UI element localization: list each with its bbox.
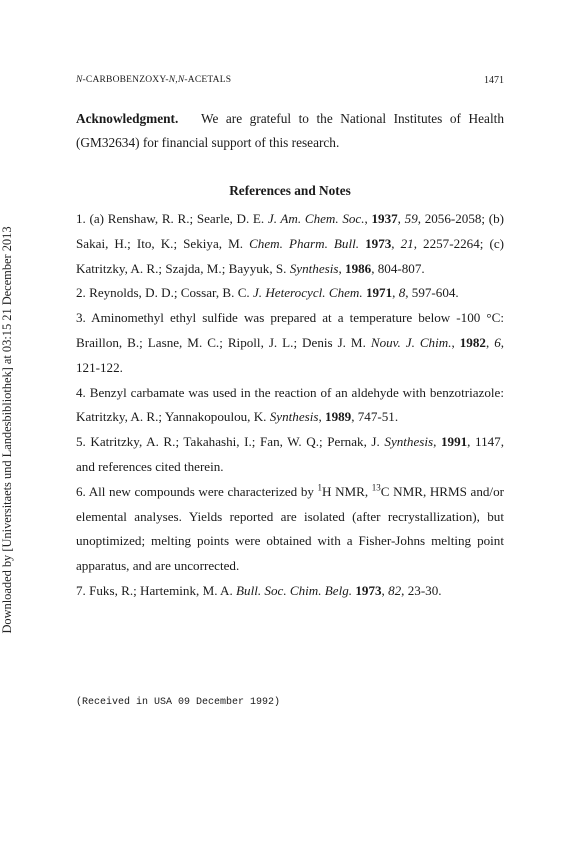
- reference-text-segment: 6: [494, 334, 501, 350]
- reference-item: [76, 306, 504, 380]
- reference-text-segment: 1989: [325, 409, 352, 425]
- reference-text-segment: 7. Fuks, R.; Hartemink, M. A.: [76, 582, 237, 598]
- reference-text-segment: 82: [388, 582, 402, 598]
- reference-text-segment: , 23-30.: [401, 582, 442, 598]
- reference-text-segment: , 1147, and references cited therein.: [76, 434, 504, 474]
- reference-text-segment: 2. Reynolds, D. D.; Cossar, B. C.: [76, 285, 253, 301]
- reference-text-segment: Synthesis: [384, 434, 434, 450]
- reference-text-segment: 1982: [459, 334, 486, 350]
- reference-text-segment: 1973: [355, 582, 382, 598]
- running-head: N-CARBOBENZOXY-N,N-ACETALS: [76, 75, 232, 85]
- reference-text-segment: 3. Aminomethyl ethyl sulfide was prepared at a temperature below -100 °C: Braillon, B.; Lasne, M. C.; Ripoll, J. L.; Denis J. M.: [76, 310, 504, 350]
- reference-text-segment: , 2257-2264; (c) Katritzky, A. R.; Szajda, M.; Bayyuk, S.: [76, 235, 504, 276]
- reference-text-segment: ,: [381, 582, 389, 598]
- reference-text-segment: 1991: [440, 434, 468, 450]
- reference-text-segment: 6. All new compounds were characterized by: [76, 483, 318, 499]
- received-date: (Received in USA 09 December 1992): [76, 697, 281, 708]
- reference-text-segment: 1: [317, 482, 323, 493]
- reference-list: [76, 207, 504, 604]
- reference-text-segment: 1986: [345, 260, 372, 276]
- reference-text-segment: J. Heterocycl. Chem.: [252, 285, 363, 301]
- reference-text-segment: 1971: [365, 285, 393, 301]
- reference-text-segment: 21: [400, 235, 414, 251]
- reference-text-segment: H NMR,: [322, 483, 372, 499]
- reference-text-segment: 1. (a) Renshaw, R. R.; Searle, D. E.: [76, 211, 268, 226]
- reference-text-segment: ,: [338, 260, 346, 276]
- reference-text-segment: 13: [371, 482, 381, 493]
- reference-text-segment: , 2056-2058; (b) Sakai, H.; Ito, K.; Sekiya, M.: [76, 211, 505, 251]
- reference-text-segment: , 804-807.: [371, 260, 425, 276]
- reference-text-segment: Chem. Pharm. Bull.: [249, 235, 360, 251]
- reference-text-segment: , 597-604.: [405, 285, 459, 301]
- reference-text-segment: , 747-51.: [351, 409, 399, 425]
- reference-item: [76, 480, 504, 579]
- reference-item: [76, 207, 504, 281]
- reference-text-segment: 1973: [365, 235, 392, 251]
- acknowledgment-label: Acknowledgment.: [76, 111, 179, 126]
- reference-item: [76, 381, 504, 431]
- reference-text-segment: Synthesis: [289, 260, 339, 276]
- download-watermark: Downloaded by [Universitaets und Landesbibliothek] at 03:15 21 December 2013: [0, 226, 14, 634]
- reference-text-segment: Bull. Soc. Chim. Belg.: [236, 582, 353, 598]
- reference-text-segment: , 121-122.: [76, 334, 505, 375]
- reference-text-segment: ,: [397, 211, 405, 226]
- reference-item: [76, 430, 504, 480]
- acknowledgment-paragraph: [76, 107, 504, 155]
- reference-item: [76, 579, 504, 604]
- reference-text-segment: 1937: [371, 211, 398, 226]
- reference-text-segment: 8: [398, 285, 406, 301]
- reference-text-segment: 59: [404, 211, 418, 226]
- page-number: 1471: [484, 75, 504, 86]
- reference-text-segment: Nouv. J. Chim.: [370, 334, 452, 350]
- reference-text-segment: 5. Katritzky, A. R.; Takahashi, I.; Fan, W. Q.; Pernak, J.: [76, 434, 385, 450]
- reference-text-segment: ,: [433, 434, 441, 450]
- reference-text-segment: J. Am. Chem. Soc.: [267, 211, 365, 226]
- reference-text-segment: C NMR, HRMS and/or elemental analyses. Yields reported are isolated (after recrystallization), but unoptimized; melting points were obtained with a Fisher-Johns melting point apparatus, and are uncorrected.: [76, 483, 504, 574]
- reference-text-segment: ,: [364, 211, 372, 226]
- reference-text-segment: ,: [391, 235, 401, 251]
- reference-text-segment: ,: [485, 334, 495, 350]
- acknowledgment-text: We are grateful to the National Institutes of Health (GM32634) for financial support of this research.: [76, 111, 504, 150]
- reference-text-segment: ,: [451, 334, 460, 350]
- reference-text-segment: 4. Benzyl carbamate was used in the reaction of an aldehyde with benzotriazole: Katritzky, A. R.; Yannakopoulou, K.: [76, 384, 504, 425]
- references-heading: References and Notes: [229, 183, 351, 198]
- reference-item: [76, 281, 504, 306]
- reference-text-segment: ,: [392, 285, 399, 301]
- reference-text-segment: Synthesis: [269, 409, 319, 425]
- reference-text-segment: ,: [318, 409, 326, 425]
